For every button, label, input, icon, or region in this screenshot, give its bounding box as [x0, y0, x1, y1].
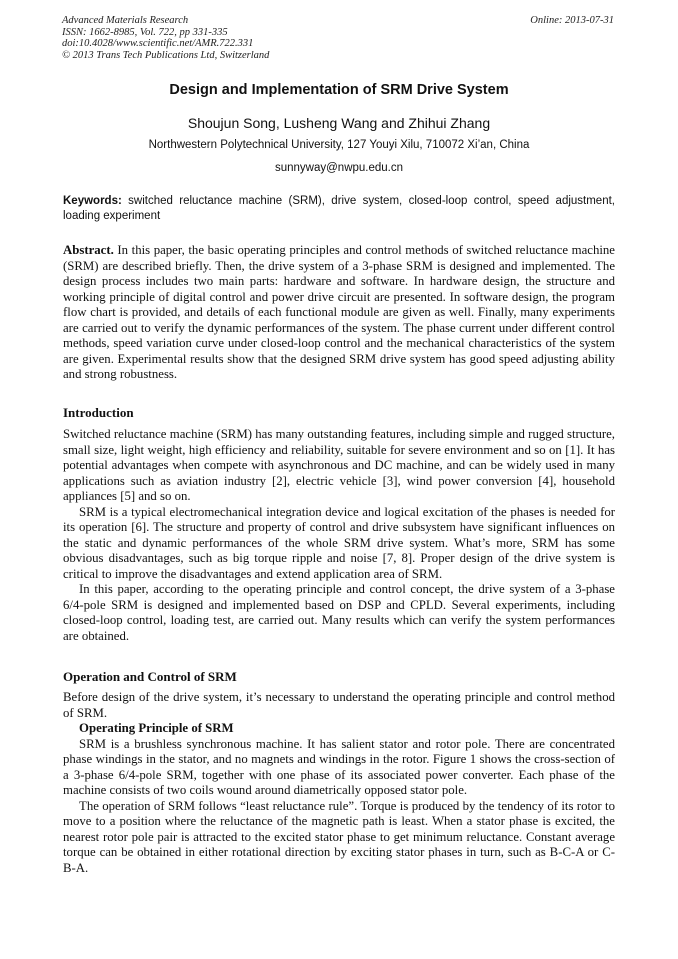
subsection-heading: Operating Principle of SRM: [79, 721, 234, 735]
paragraph: Before design of the drive system, it’s necessary to understand the operating principle and control method of SRM.: [63, 690, 615, 720]
keywords-block: [63, 194, 615, 224]
copyright-line: © 2013 Trans Tech Publications Ltd, Switzerland: [62, 49, 270, 61]
section-heading-operation: Operation and Control of SRM: [63, 669, 237, 684]
affiliation: Northwestern Polytechnical University, 127 Youyi Xilu, 710072 Xi’an, China: [148, 139, 530, 151]
issn-line: ISSN: 1662-8985, Vol. 722, pp 331-335: [62, 26, 228, 38]
paragraph: SRM is a typical electromechanical integration device and logical excitation of the phases is needed for its operation [6]. The structure and property of control and drive subsystem have significant influences on the static and dynamic performances of the whole SRM drive system. What’s more, SRM has some obvious disadvantages, such as big torque ripple and noise [7, 8]. Proper design of the drive system is critical to improve the disadvantages and extend application area of SRM.: [63, 504, 615, 581]
journal-header: [62, 15, 269, 61]
paragraph: In this paper, according to the operating principle and control concept, the drive system of a 3-phase 6/4-pole SRM is designed and implemented based on DSP and CPLD. Several experiments, including closed-loop control, loading test, are carried out. Many results which can verify the system performances are obtained.: [63, 582, 615, 643]
paper-title: Design and Implementation of SRM Drive System: [169, 82, 509, 98]
introduction-body: [63, 427, 615, 644]
abstract-label: Abstract.: [63, 243, 114, 257]
journal-name: Advanced Materials Research: [62, 15, 189, 26]
operation-body: [63, 690, 615, 876]
paragraph: Switched reluctance machine (SRM) has many outstanding features, including simple and rugged structure, small size, light weight, high efficiency and reliability, suitable for severe environment and so on [1]. It has potential advantages when compete with asynchronous and DC machine, and can be widely used in many applications such as aviation industry [2], electric vehicle [3], wind power conversion [4], household appliances [5] and so on.: [63, 427, 615, 503]
section-heading-introduction: Introduction: [63, 405, 134, 420]
paragraph: SRM is a brushless synchronous machine. It has salient stator and rotor pole. There are concentrated phase windings in the stator, and no magnets and windings in the rotor. Figure 1 shows the cross-section of a 3-phase 6/4-pole SRM, together with one phase of its associated power converter. Each phase of the machine consists of two coils wound around diametrically opposed stator pole.: [63, 736, 615, 797]
doi-line[interactable]: doi:10.4028/www.scientific.net/AMR.722.331: [62, 38, 254, 49]
author-list: Shoujun Song, Lusheng Wang and Zhihui Zhang: [187, 115, 491, 131]
abstract-text: In this paper, the basic operating principles and control methods of switched reluctance machine (SRM) are described briefly. Then, the drive system of a 3-phase SRM is designed and implemented. The design process includes two main parts: hardware and software. In hardware design, the structure and working principle of digital control and power drive circuit are presented. In software design, the program flow chart is provided, and details of each functional module are given as well. Finally, many experiments are carried out to verify the dynamic performances of the system. The phase current under different control methods, speed variation curve under closed-loop control and the mechanical characteristics of the system are given. Experimental results show that the designed SRM drive system has good speed adjusting ability and strong robustness.: [63, 243, 615, 381]
online-date: Online: 2013-07-31: [530, 15, 614, 26]
email-link[interactable]: sunnyway@nwpu.edu.cn: [274, 162, 404, 174]
keywords-label: Keywords:: [63, 195, 122, 207]
paragraph: The operation of SRM follows “least reluctance rule”. Torque is produced by the tendency of its rotor to move to a position where the reluctance of the magnetic path is least. When a stator phase is excited, the nearest rotor pole pair is attracted to the excited stator phase to get minimum reluctance. Constant average torque can be obtained in either rotational direction by exciting stator phases in turn, such as B-C-A or C-B-A.: [63, 798, 615, 875]
keywords-text: switched reluctance machine (SRM), drive system, closed-loop control, speed adjustment, loading experiment: [63, 195, 615, 222]
abstract-block: [63, 243, 615, 383]
